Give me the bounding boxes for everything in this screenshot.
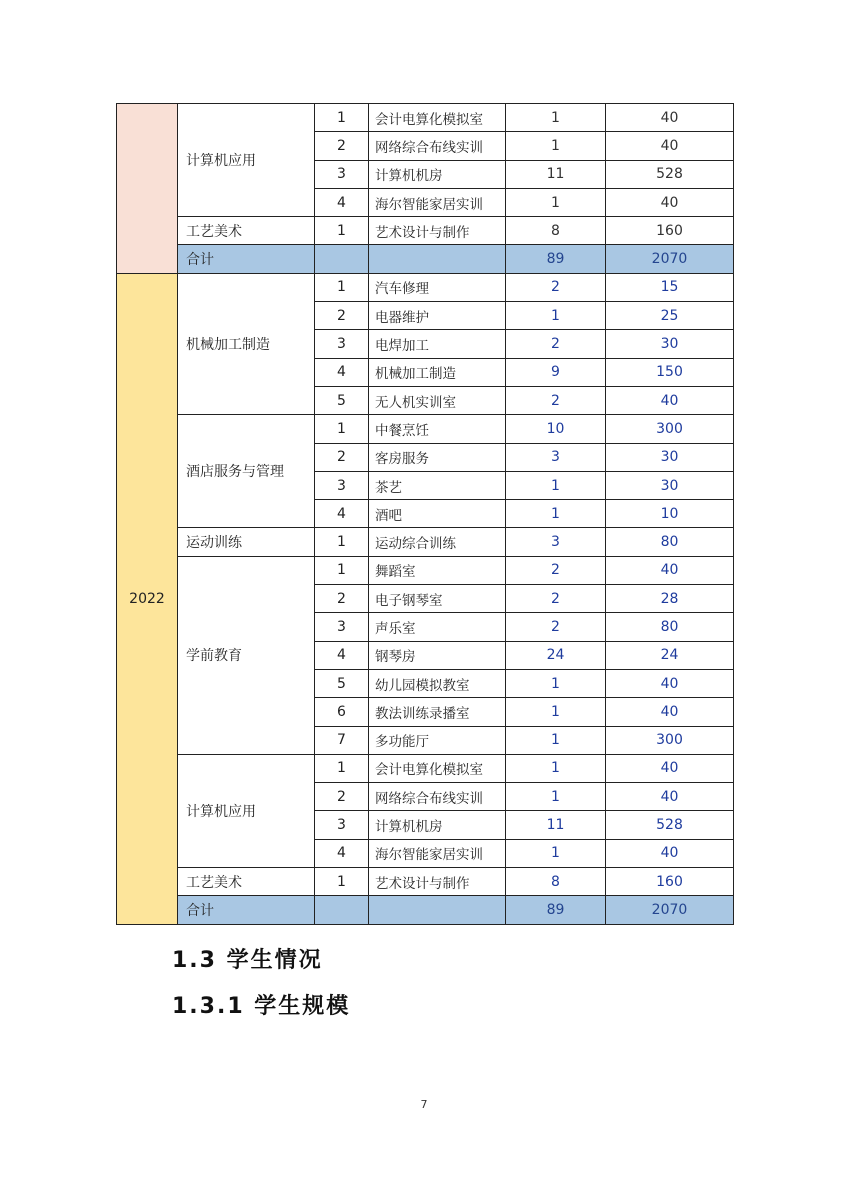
training-rooms-table bbox=[116, 103, 734, 925]
table-row bbox=[117, 217, 734, 245]
seat-count-cell: 160 bbox=[606, 868, 734, 896]
section-heading-1-3: 1.3 学生情况 bbox=[172, 948, 323, 973]
row-number-cell: 4 bbox=[315, 641, 369, 669]
room-name-cell: 电器维护 bbox=[369, 302, 506, 330]
room-name-cell: 会计电算化模拟室 bbox=[369, 104, 506, 132]
page-number: 7 bbox=[420, 1098, 428, 1111]
seat-count-cell: 150 bbox=[606, 358, 734, 386]
row-number-cell: 2 bbox=[315, 443, 369, 471]
row-number-cell: 3 bbox=[315, 330, 369, 358]
table-row bbox=[117, 868, 734, 896]
room-count-cell: 1 bbox=[506, 132, 606, 160]
seat-count-cell: 40 bbox=[606, 839, 734, 867]
section-heading-1-3-1: 1.3.1 学生规模 bbox=[172, 994, 351, 1019]
table-row bbox=[117, 273, 734, 301]
row-number-cell: 1 bbox=[315, 528, 369, 556]
row-number-cell: 1 bbox=[315, 868, 369, 896]
row-number-cell: 4 bbox=[315, 500, 369, 528]
room-name-cell: 舞蹈室 bbox=[369, 556, 506, 584]
seat-count-cell: 40 bbox=[606, 386, 734, 414]
room-name-cell: 艺术设计与制作 bbox=[369, 217, 506, 245]
row-number-cell: 1 bbox=[315, 217, 369, 245]
row-number-cell: 4 bbox=[315, 839, 369, 867]
row-number-cell: 3 bbox=[315, 471, 369, 499]
room-name-cell: 会计电算化模拟室 bbox=[369, 754, 506, 782]
room-name-cell: 教法训练录播室 bbox=[369, 698, 506, 726]
total-count-cell: 89 bbox=[506, 896, 606, 924]
major-cell: 工艺美术 bbox=[178, 868, 315, 896]
table-row bbox=[117, 754, 734, 782]
total-seats-cell: 2070 bbox=[606, 245, 734, 273]
row-number-cell: 2 bbox=[315, 302, 369, 330]
room-name-cell: 电子钢琴室 bbox=[369, 585, 506, 613]
major-cell: 计算机应用 bbox=[178, 754, 315, 867]
row-number-cell: 2 bbox=[315, 132, 369, 160]
room-count-cell: 8 bbox=[506, 217, 606, 245]
major-cell: 酒店服务与管理 bbox=[178, 415, 315, 528]
room-name-cell: 中餐烹饪 bbox=[369, 415, 506, 443]
row-number-cell: 3 bbox=[315, 613, 369, 641]
room-name-cell: 茶艺 bbox=[369, 471, 506, 499]
room-name-cell: 网络综合布线实训 bbox=[369, 132, 506, 160]
room-name-cell: 多功能厅 bbox=[369, 726, 506, 754]
row-number-cell: 7 bbox=[315, 726, 369, 754]
row-number-cell: 1 bbox=[315, 556, 369, 584]
total-label-cell: 合计 bbox=[178, 896, 315, 924]
row-number-cell: 5 bbox=[315, 669, 369, 697]
seat-count-cell: 30 bbox=[606, 471, 734, 499]
seat-count-cell: 25 bbox=[606, 302, 734, 330]
room-count-cell: 10 bbox=[506, 415, 606, 443]
total-blank-cell bbox=[315, 245, 369, 273]
room-count-cell: 1 bbox=[506, 726, 606, 754]
room-name-cell: 计算机机房 bbox=[369, 160, 506, 188]
total-blank-cell bbox=[369, 245, 506, 273]
room-count-cell: 11 bbox=[506, 811, 606, 839]
room-count-cell: 3 bbox=[506, 443, 606, 471]
seat-count-cell: 80 bbox=[606, 528, 734, 556]
seat-count-cell: 80 bbox=[606, 613, 734, 641]
room-count-cell: 2 bbox=[506, 585, 606, 613]
seat-count-cell: 160 bbox=[606, 217, 734, 245]
room-count-cell: 1 bbox=[506, 471, 606, 499]
seat-count-cell: 28 bbox=[606, 585, 734, 613]
seat-count-cell: 15 bbox=[606, 273, 734, 301]
row-number-cell: 2 bbox=[315, 783, 369, 811]
seat-count-cell: 30 bbox=[606, 443, 734, 471]
room-count-cell: 1 bbox=[506, 500, 606, 528]
room-count-cell: 9 bbox=[506, 358, 606, 386]
total-row bbox=[117, 245, 734, 273]
seat-count-cell: 10 bbox=[606, 500, 734, 528]
table-row bbox=[117, 104, 734, 132]
room-count-cell: 1 bbox=[506, 839, 606, 867]
room-count-cell: 2 bbox=[506, 613, 606, 641]
room-count-cell: 1 bbox=[506, 783, 606, 811]
seat-count-cell: 40 bbox=[606, 104, 734, 132]
year-cell bbox=[117, 104, 178, 274]
total-count-cell: 89 bbox=[506, 245, 606, 273]
row-number-cell: 1 bbox=[315, 754, 369, 782]
room-count-cell: 8 bbox=[506, 868, 606, 896]
room-count-cell: 1 bbox=[506, 669, 606, 697]
year-cell: 2022 bbox=[117, 273, 178, 924]
row-number-cell: 2 bbox=[315, 585, 369, 613]
row-number-cell: 3 bbox=[315, 811, 369, 839]
room-name-cell: 钢琴房 bbox=[369, 641, 506, 669]
seat-count-cell: 40 bbox=[606, 132, 734, 160]
row-number-cell: 1 bbox=[315, 273, 369, 301]
seat-count-cell: 300 bbox=[606, 726, 734, 754]
room-name-cell: 汽车修理 bbox=[369, 273, 506, 301]
room-count-cell: 2 bbox=[506, 386, 606, 414]
major-cell: 工艺美术 bbox=[178, 217, 315, 245]
room-name-cell: 海尔智能家居实训 bbox=[369, 839, 506, 867]
total-row bbox=[117, 896, 734, 924]
row-number-cell: 5 bbox=[315, 386, 369, 414]
room-name-cell: 机械加工制造 bbox=[369, 358, 506, 386]
major-cell: 机械加工制造 bbox=[178, 273, 315, 414]
room-name-cell: 幼儿园模拟教室 bbox=[369, 669, 506, 697]
room-count-cell: 11 bbox=[506, 160, 606, 188]
room-count-cell: 24 bbox=[506, 641, 606, 669]
seat-count-cell: 40 bbox=[606, 754, 734, 782]
seat-count-cell: 40 bbox=[606, 669, 734, 697]
room-count-cell: 2 bbox=[506, 273, 606, 301]
seat-count-cell: 40 bbox=[606, 188, 734, 216]
room-count-cell: 1 bbox=[506, 698, 606, 726]
seat-count-cell: 40 bbox=[606, 556, 734, 584]
room-count-cell: 2 bbox=[506, 330, 606, 358]
row-number-cell: 3 bbox=[315, 160, 369, 188]
row-number-cell: 4 bbox=[315, 188, 369, 216]
seat-count-cell: 528 bbox=[606, 811, 734, 839]
room-count-cell: 3 bbox=[506, 528, 606, 556]
major-cell: 学前教育 bbox=[178, 556, 315, 754]
table-row bbox=[117, 415, 734, 443]
room-name-cell: 电焊加工 bbox=[369, 330, 506, 358]
table-row bbox=[117, 528, 734, 556]
row-number-cell: 1 bbox=[315, 104, 369, 132]
room-count-cell: 1 bbox=[506, 302, 606, 330]
total-seats-cell: 2070 bbox=[606, 896, 734, 924]
room-name-cell: 客房服务 bbox=[369, 443, 506, 471]
room-name-cell: 艺术设计与制作 bbox=[369, 868, 506, 896]
room-count-cell: 1 bbox=[506, 188, 606, 216]
row-number-cell: 6 bbox=[315, 698, 369, 726]
total-label-cell: 合计 bbox=[178, 245, 315, 273]
seat-count-cell: 528 bbox=[606, 160, 734, 188]
seat-count-cell: 40 bbox=[606, 783, 734, 811]
room-name-cell: 计算机机房 bbox=[369, 811, 506, 839]
seat-count-cell: 30 bbox=[606, 330, 734, 358]
row-number-cell: 1 bbox=[315, 415, 369, 443]
room-name-cell: 海尔智能家居实训 bbox=[369, 188, 506, 216]
room-count-cell: 1 bbox=[506, 754, 606, 782]
room-name-cell: 运动综合训练 bbox=[369, 528, 506, 556]
room-count-cell: 2 bbox=[506, 556, 606, 584]
room-count-cell: 1 bbox=[506, 104, 606, 132]
room-name-cell: 无人机实训室 bbox=[369, 386, 506, 414]
major-cell: 计算机应用 bbox=[178, 104, 315, 217]
seat-count-cell: 300 bbox=[606, 415, 734, 443]
row-number-cell: 4 bbox=[315, 358, 369, 386]
room-name-cell: 网络综合布线实训 bbox=[369, 783, 506, 811]
seat-count-cell: 24 bbox=[606, 641, 734, 669]
table-row bbox=[117, 556, 734, 584]
room-name-cell: 酒吧 bbox=[369, 500, 506, 528]
major-cell: 运动训练 bbox=[178, 528, 315, 556]
total-blank-cell bbox=[315, 896, 369, 924]
seat-count-cell: 40 bbox=[606, 698, 734, 726]
total-blank-cell bbox=[369, 896, 506, 924]
room-name-cell: 声乐室 bbox=[369, 613, 506, 641]
